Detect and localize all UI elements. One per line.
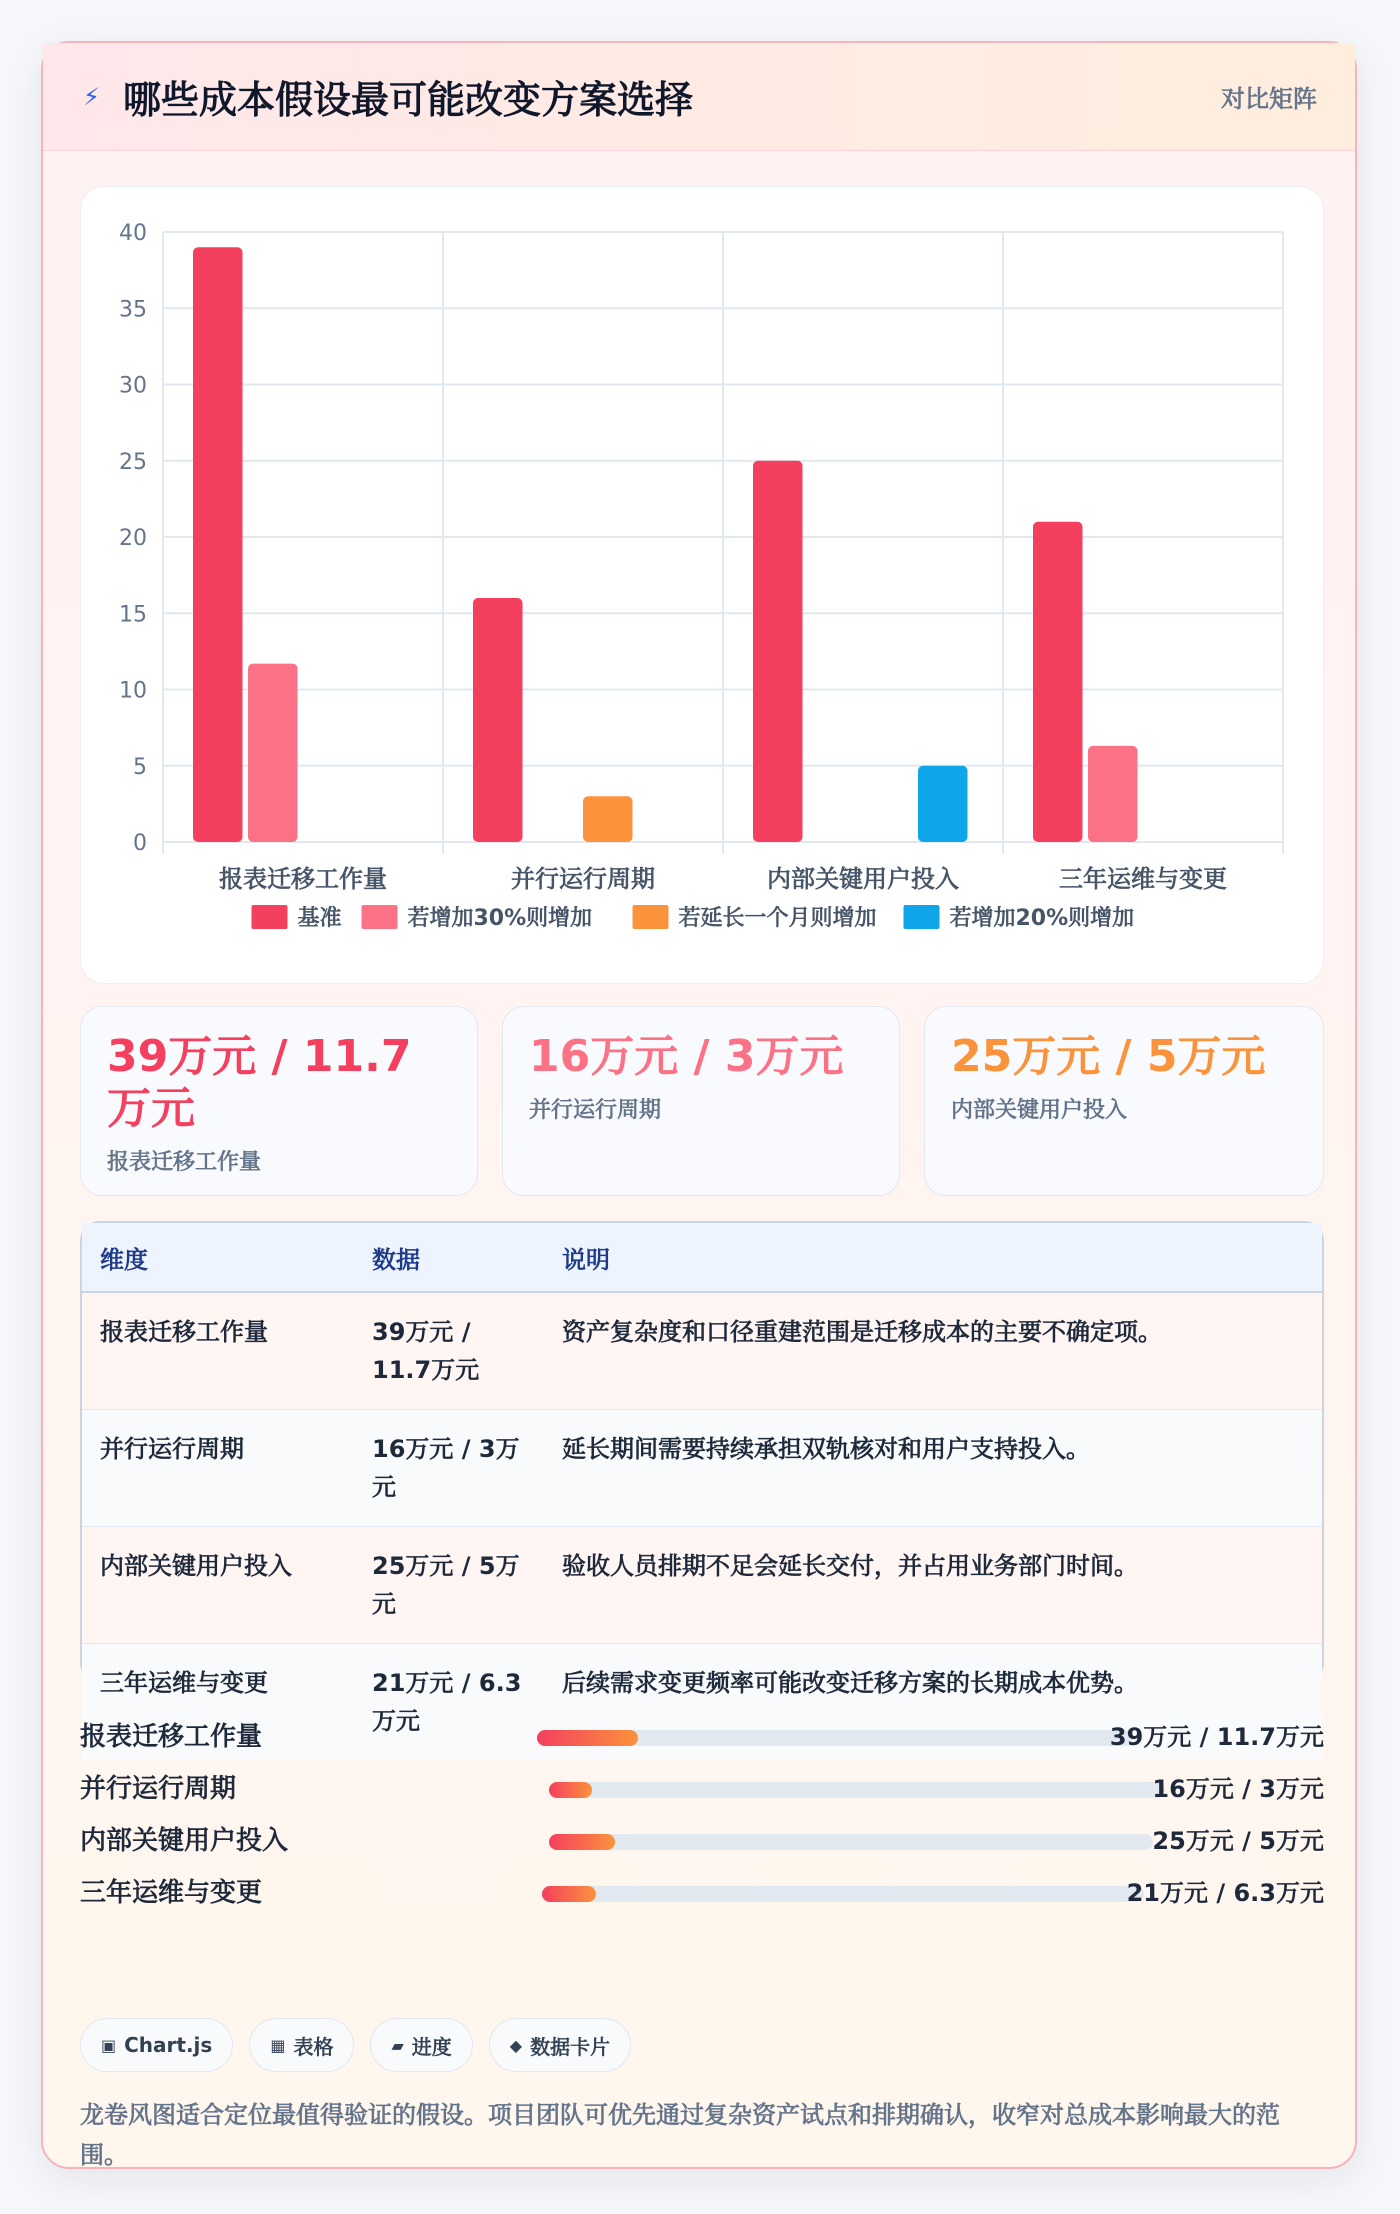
- y-tick-label: 40: [119, 221, 147, 246]
- progress-row: [80, 1717, 1324, 1757]
- tag-chartjs[interactable]: [80, 2018, 233, 2072]
- y-tick-label: 10: [119, 678, 147, 704]
- table-cell: 内部关键用户投入: [82, 1527, 354, 1644]
- table-header: 数据: [354, 1223, 544, 1292]
- progress-label: 报表迁移工作量: [80, 1722, 263, 1752]
- stat-cards: [80, 1006, 1324, 1196]
- table-cell: 16万元 / 3万元: [354, 1410, 544, 1527]
- stat-label: 内部关键用户投入: [951, 1098, 1128, 1123]
- table-cell: 25万元 / 5万元: [354, 1527, 544, 1644]
- card-icon: ◆: [509, 2035, 523, 2055]
- table-row: [82, 1527, 1322, 1644]
- chart-icon: ▣: [101, 2035, 117, 2055]
- bar: [583, 796, 633, 842]
- progress-track: [549, 1782, 1165, 1798]
- stat-card-1: [502, 1006, 900, 1196]
- y-tick-label: 15: [119, 602, 147, 628]
- bar-chart: [81, 187, 1325, 985]
- tag-label: Chart.js: [124, 2033, 213, 2057]
- x-tick-label: 并行运行周期: [511, 865, 655, 893]
- progress-fill: [549, 1834, 615, 1850]
- table-cell: 资产复杂度和口径重建范围是迁移成本的主要不确定项。: [544, 1292, 1322, 1410]
- table-header: 维度: [82, 1223, 354, 1292]
- x-tick-label: 三年运维与变更: [1059, 865, 1227, 893]
- y-tick-label: 20: [119, 526, 147, 551]
- x-tick-label: 内部关键用户投入: [767, 865, 959, 893]
- bar: [193, 247, 243, 842]
- y-tick-label: 35: [119, 297, 147, 323]
- progress-track: [537, 1730, 1133, 1746]
- y-tick-label: 0: [133, 831, 147, 856]
- progress-label: 并行运行周期: [80, 1774, 237, 1804]
- progress-value: 16万元 / 3万元: [1152, 1775, 1324, 1803]
- bar: [248, 664, 298, 842]
- legend-swatch: [252, 905, 288, 929]
- progress-row: [80, 1873, 1324, 1913]
- legend-label: 若延长一个月则增加: [678, 906, 877, 931]
- progress-icon: ▰: [391, 2035, 404, 2055]
- table-header-row: [82, 1223, 1322, 1292]
- tag-row: [80, 2018, 631, 2074]
- bar: [473, 598, 523, 842]
- stat-label: 报表迁移工作量: [107, 1150, 262, 1175]
- bar: [1088, 746, 1138, 842]
- stat-value: 25万元 / 5万元: [951, 1031, 1266, 1082]
- progress-fill: [537, 1730, 638, 1746]
- analysis-card: [41, 41, 1357, 2169]
- stat-card-2: [924, 1006, 1324, 1196]
- bar: [753, 461, 803, 842]
- card-header: [43, 43, 1355, 151]
- table-row: [82, 1410, 1322, 1527]
- legend-swatch: [904, 905, 940, 929]
- table-cell: 三年运维与变更: [82, 1644, 354, 1761]
- stat-value: 39万元 / 11.7万元: [107, 1031, 412, 1134]
- footer-note: 龙卷风图适合定位最值得验证的假设。项目团队可优先通过复杂资产试点和排期确认，收窄对总成本影响最大的范围。: [80, 2101, 1280, 2169]
- y-tick-label: 30: [119, 373, 147, 399]
- bar: [1033, 522, 1083, 842]
- table-cell: 21万元 / 6.3万元: [354, 1644, 544, 1761]
- progress-track: [542, 1886, 1144, 1902]
- progress-value: 39万元 / 11.7万元: [1109, 1723, 1324, 1751]
- progress-value: 21万元 / 6.3万元: [1126, 1879, 1324, 1907]
- table-row: [82, 1292, 1322, 1410]
- table-cell: 延长期间需要持续承担双轨核对和用户支持投入。: [544, 1410, 1322, 1527]
- progress-track: [549, 1834, 1153, 1850]
- stat-value: 16万元 / 3万元: [529, 1031, 844, 1082]
- legend-label: 若增加20%则增加: [949, 906, 1135, 931]
- legend-label: 基准: [297, 906, 342, 931]
- tag-label: 数据卡片: [530, 2034, 611, 2059]
- tag-progress[interactable]: [370, 2018, 472, 2072]
- progress-row: [80, 1769, 1324, 1809]
- table-cell: 并行运行周期: [82, 1410, 354, 1527]
- y-tick-label: 5: [133, 754, 147, 780]
- progress-value: 25万元 / 5万元: [1152, 1827, 1324, 1855]
- progress-fill: [542, 1886, 596, 1902]
- table-icon: ▦: [270, 2035, 286, 2055]
- chart-panel: [80, 186, 1324, 984]
- legend-swatch: [362, 905, 398, 929]
- data-table: [80, 1221, 1324, 1735]
- view-badge[interactable]: 对比矩阵: [1221, 85, 1317, 113]
- legend-label: 若增加30%则增加: [407, 906, 593, 931]
- lightning-icon: ⚡: [83, 82, 100, 111]
- stat-label: 并行运行周期: [529, 1098, 662, 1123]
- progress-label: 内部关键用户投入: [80, 1826, 289, 1856]
- progress-label: 三年运维与变更: [80, 1878, 263, 1908]
- table-cell: 39万元 / 11.7万元: [354, 1292, 544, 1410]
- table-cell: 报表迁移工作量: [82, 1292, 354, 1410]
- legend-swatch: [633, 905, 669, 929]
- stat-card-0: [80, 1006, 478, 1196]
- tag-label: 表格: [293, 2034, 334, 2059]
- progress-fill: [549, 1782, 592, 1798]
- card-title: 哪些成本假设最可能改变方案选择: [123, 78, 694, 122]
- tag-table[interactable]: [249, 2018, 354, 2072]
- table-cell: 后续需求变更频率可能改变迁移方案的长期成本优势。: [544, 1644, 1322, 1761]
- tag-data-card[interactable]: [489, 2018, 631, 2072]
- progress-row: [80, 1821, 1324, 1861]
- x-tick-label: 报表迁移工作量: [219, 865, 387, 893]
- table-header: 说明: [544, 1223, 1322, 1292]
- bar: [918, 766, 968, 842]
- table-cell: 验收人员排期不足会延长交付，并占用业务部门时间。: [544, 1527, 1322, 1644]
- y-tick-label: 25: [119, 449, 147, 475]
- tag-label: 进度: [411, 2034, 452, 2059]
